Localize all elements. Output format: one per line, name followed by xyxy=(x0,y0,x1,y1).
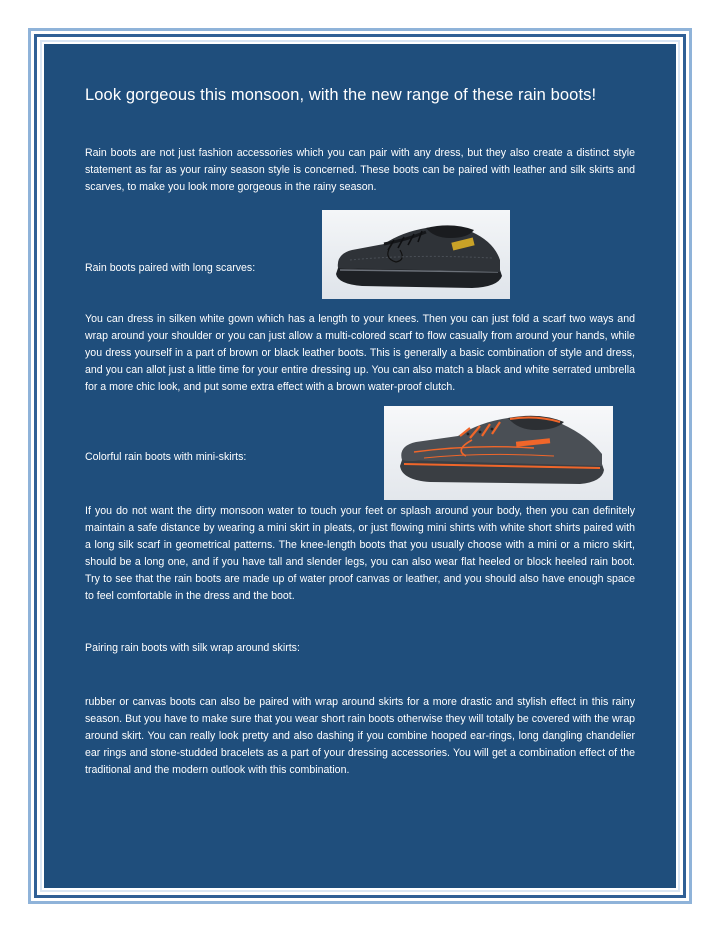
grey-orange-shoe-image xyxy=(384,406,613,500)
section-heading-mini-skirts: Colorful rain boots with mini-skirts: xyxy=(85,451,247,463)
black-shoe-illustration xyxy=(322,210,510,299)
intro-paragraph: Rain boots are not just fashion accessories which you can pair with any dress, but they also create a distinct style statement as far as your rainy season style is concerned. These boots can be paired with leather and silk skirts and scarves, to make you look more gorgeous in the rainy season. xyxy=(85,147,635,193)
section-body-long-scarves: You can dress in silken white gown which has a length to your knees. Then you can just fold a scarf two ways and wrap around your shoulder or you can just allow a multi-colored scarf to flow casually from around your hands, while you dress yourself in a part of brown or black leather boots. This is generally a basic combination of style and dress, and you can allot just a little time for your entire dressing up. You can also match a black and white serrated umbrella for a more chic look, and put some extra effect with a brown water-proof clutch. xyxy=(85,313,635,393)
section-body-wrap-skirts: rubber or canvas boots can also be paired with wrap around skirts for a more drastic and stylish effect in this rainy season. But you have to make sure that you wear short rain boots otherwise they will totally be covered with the wrap around skirt. You can really look pretty and also dashing if you combine hooped ear-rings, long dangling chandelier ear rings and stone-studded bracelets as a part of your dressing accessories. You will get a combination effect of the traditional and the modern outlook with this combination. xyxy=(85,696,635,776)
page-title: Look gorgeous this monsoon, with the new range of these rain boots! xyxy=(85,86,597,104)
section-body-mini-skirts: If you do not want the dirty monsoon water to touch your feet or splash around your body, then you can definitely maintain a safe distance by wearing a mini skirt in pleats, or just flowing mini shirts with white short shirts paired with a long silk scarf in geometrical patterns. The knee-length boots that you usually choose with a mini or a micro skirt, should be a long one, and if you have tall and slender legs, you can also wear flat heeled or block heeled rain boot. Try to see that the rain boots are made up of water proof canvas or leather, and you should also have enough space to feel comfortable in the dress and the boot. xyxy=(85,505,635,602)
section-heading-wrap-skirts: Pairing rain boots with silk wrap around skirts: xyxy=(85,642,300,654)
grey-orange-shoe-illustration xyxy=(384,406,613,500)
section-heading-long-scarves: Rain boots paired with long scarves: xyxy=(85,262,256,274)
black-shoe-image xyxy=(322,210,510,299)
